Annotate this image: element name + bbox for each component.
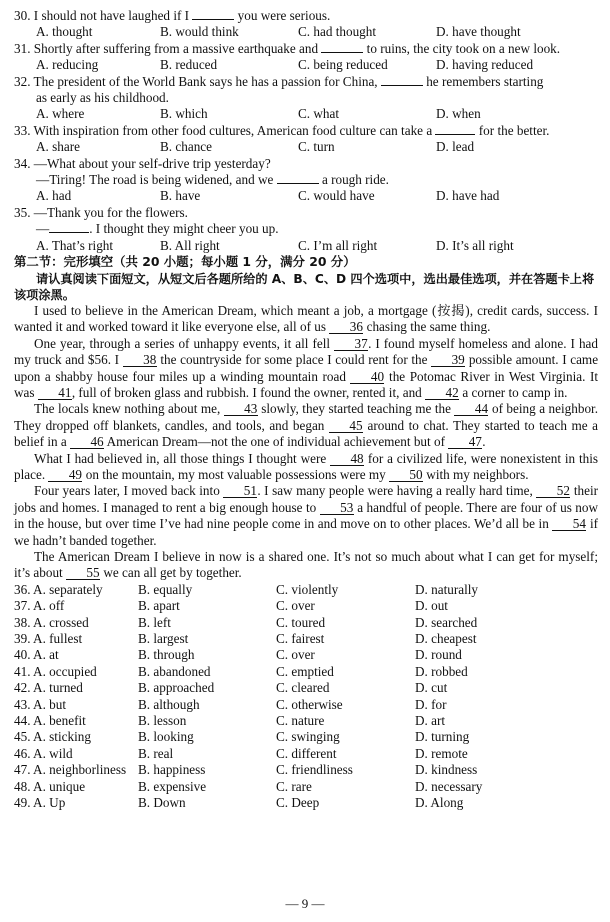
option-a: 45. A. sticking [14, 729, 91, 745]
option-c: C. friendliness [276, 762, 353, 778]
question-stem: 30. I should not have laughed if I [14, 8, 190, 23]
option-a: A. reducing [36, 57, 99, 73]
answer-option-row [14, 697, 598, 713]
question-stem: 34. —What about your self-drive trip yesterday? [14, 155, 271, 171]
option-d: D. necessary [415, 778, 483, 794]
answer-options-list [14, 582, 598, 812]
answer-option-row [14, 664, 598, 680]
cloze-blank: 53 [320, 501, 354, 515]
option-c: C. over [276, 598, 315, 614]
option-a: 49. A. Up [14, 795, 66, 811]
question-stem: 31. Shortly after suffering from a massive earthquake and [14, 40, 319, 56]
cloze-blank: 49 [48, 468, 82, 482]
option-c: C. emptied [276, 663, 334, 679]
option-a: A. where [36, 106, 85, 122]
passage-paragraph: One year, through a series of unhappy events, it all fell 37. I found myself homeless and alone. I had my truck and $56. I 38 the countryside for some place I could rent for the 39 possible amount. I came upon a shabby house four miles up a winding mountain road 40 the Potomac River in West Virginia. It was 41, full of broken glass and rubbish. I found the owner, rented it, and 42 a corner to camp in. [14, 335, 599, 400]
answer-option-row [14, 779, 598, 795]
option-c: C. cleared [276, 680, 330, 696]
option-b: B. real [138, 745, 174, 761]
passage-paragraph: What I had believed in, all those things I thought were 48 for a civilized life, were nonexistent in this place. 49 on the mountain, my most valuable possessions were my 50 with my neighbors. [14, 450, 598, 482]
option-b: B. have [160, 188, 201, 204]
option-c: C. I’m all right [298, 237, 378, 253]
option-b: B. All right [160, 237, 220, 253]
option-row [14, 188, 598, 204]
option-b: B. approached [138, 680, 215, 696]
option-b: B. left [138, 614, 171, 630]
option-c: C. nature [276, 713, 325, 729]
passage-paragraph: Four years later, I moved back into 51. I saw many people were having a really hard time, 52 their jobs and homes. I managed to rent a big enough house to 53 a handful of people. There are four of us now in the house, but over time I’ve had nine people come in and move on to other places. We’d all be in 54 if we hadn’t banded together. [14, 483, 599, 548]
option-b: B. chance [160, 139, 212, 155]
cloze-blank: 41 [38, 386, 72, 400]
option-b: B. expensive [138, 778, 207, 794]
cloze-blank: 39 [431, 353, 465, 367]
option-a: 46. A. wild [14, 745, 73, 761]
cloze-blank: 37 [334, 337, 368, 351]
cloze-blank: 45 [329, 419, 363, 433]
option-b: B. looking [138, 729, 194, 745]
option-b: B. although [138, 696, 200, 712]
option-b: B. largest [138, 631, 189, 647]
cloze-blank: 46 [70, 435, 104, 449]
option-a: A. thought [36, 24, 93, 40]
option-d: D. Along [415, 795, 464, 811]
answer-option-row [14, 795, 598, 811]
option-a: 48. A. unique [14, 778, 86, 794]
question-stem: . I thought they might cheer you up. [89, 221, 279, 237]
cloze-blank: 50 [389, 468, 423, 482]
option-b: B. abandoned [138, 663, 211, 679]
option-d: D. having reduced [436, 57, 534, 73]
question-stem: 32. The president of the World Bank says he has a passion for China, [14, 73, 378, 89]
option-a: 38. A. crossed [14, 614, 89, 630]
answer-option-row [14, 631, 598, 647]
cloze-blank: 52 [536, 484, 570, 498]
option-a: 36. A. separately [14, 581, 103, 597]
option-d: D. lead [436, 139, 475, 155]
cloze-blank: 47 [448, 435, 482, 449]
cloze-blank: 44 [454, 402, 488, 416]
question-stem: as early as his childhood. [36, 90, 169, 106]
option-a: A. had [36, 188, 72, 204]
option-row [14, 106, 598, 122]
question-35: 35. —Thank you for the flowers. — . I thought they might cheer you up. A. That’s right B. All right C. I’m all right D. It’s all right [14, 205, 598, 254]
passage-paragraph: The American Dream I believe in now is a shared one. It’s not so much about what I can get for myself; it’s about 55 we can all get by together. [14, 549, 598, 581]
option-d: D. round [415, 647, 462, 663]
option-row [14, 139, 598, 155]
option-c: C. Deep [276, 795, 320, 811]
option-d: D. It’s all right [436, 237, 514, 253]
passage-paragraph: I used to believe in the American Dream, which meant a job, a mortgage (按揭), credit cards, success. I wanted it and worked toward it like everyone else, all of us 36 chasing the same thing. [14, 302, 598, 335]
option-a: 40. A. at [14, 647, 59, 663]
option-d: D. cheapest [415, 631, 477, 647]
option-a: A. That’s right [36, 237, 114, 253]
option-b: B. lesson [138, 713, 187, 729]
answer-blank [277, 183, 319, 184]
cloze-blank: 51 [223, 484, 257, 498]
answer-option-row [14, 582, 598, 598]
cloze-blank: 43 [224, 402, 258, 416]
option-c: C. fairest [276, 631, 325, 647]
option-c: C. toured [276, 614, 326, 630]
option-c: C. would have [298, 188, 375, 204]
passage-paragraph: The locals knew nothing about me, 43 slowly, they started teaching me the 44 of being a neighbor. They dropped off blankets, candles, and tools, and began 45 around to chat. They started to teach me a belief in a 46 American Dream—not the one of individual achievement but of 47. [14, 401, 599, 450]
option-b: B. would think [160, 24, 239, 40]
section-instruction: 请认真阅读下面短文，从短文后各题所给的 A、B、C、D 四个选项中，选出最佳选项，并在答题卡上将该项涂黑。 [14, 271, 595, 302]
option-row [14, 238, 598, 254]
option-a: A. share [36, 139, 80, 155]
option-a: 37. A. off [14, 598, 65, 614]
section-title: 第二节：完形填空（共 20 小题；每小题 1 分，满分 20 分） [14, 254, 356, 270]
option-d: D. when [436, 106, 481, 122]
option-d: D. art [415, 713, 446, 729]
option-b: B. through [138, 647, 195, 663]
option-a: 43. A. but [14, 696, 67, 712]
question-31 [14, 41, 598, 74]
question-stem: for the better. [478, 122, 550, 138]
option-a: 41. A. occupied [14, 663, 97, 679]
option-c: C. otherwise [276, 696, 343, 712]
option-d: D. cut [415, 680, 448, 696]
option-row [14, 24, 598, 40]
option-c: C. had thought [298, 24, 377, 40]
option-c: C. what [298, 106, 340, 122]
answer-option-row [14, 615, 598, 631]
answer-option-row [14, 762, 598, 778]
option-c: C. violently [276, 581, 339, 597]
option-d: D. robbed [415, 663, 468, 679]
question-stem: you were serious. [237, 8, 331, 23]
option-c: C. turn [298, 139, 335, 155]
option-c: C. swinging [276, 729, 340, 745]
option-c: C. rare [276, 778, 312, 794]
option-b: B. equally [138, 581, 193, 597]
question-33 [14, 123, 598, 156]
option-d: D. naturally [415, 581, 478, 597]
question-stem: to ruins, the city took on a new look. [366, 40, 561, 56]
option-d: D. out [415, 598, 448, 614]
question-stem: a rough ride. [321, 172, 389, 188]
answer-blank [435, 134, 475, 135]
option-b: B. Down [138, 795, 186, 811]
answer-option-row [14, 598, 598, 614]
option-d: D. searched [415, 614, 478, 630]
answer-option-row [14, 746, 598, 762]
option-b: B. which [160, 106, 208, 122]
option-c: C. being reduced [298, 57, 388, 73]
exam-page [14, 8, 598, 812]
question-stem: he remembers starting [426, 73, 544, 89]
answer-option-row [14, 729, 598, 745]
option-b: B. happiness [138, 762, 206, 778]
question-32 [14, 74, 598, 123]
cloze-blank: 54 [552, 517, 586, 531]
option-a: 39. A. fullest [14, 631, 83, 647]
option-b: B. apart [138, 598, 180, 614]
answer-option-row [14, 647, 598, 663]
option-a: 42. A. turned [14, 680, 83, 696]
option-d: D. for [415, 696, 447, 712]
cloze-blank: 42 [425, 386, 459, 400]
answer-blank [192, 19, 234, 20]
option-c: C. over [276, 647, 315, 663]
option-a: 44. A. benefit [14, 713, 86, 729]
page-number: — 9 — [285, 896, 325, 911]
answer-option-row [14, 713, 598, 729]
question-stem: —Tiring! The road is being widened, and we [36, 172, 274, 188]
option-a: 47. A. neighborliness [14, 762, 127, 778]
option-c: C. different [276, 745, 337, 761]
answer-blank [381, 85, 423, 86]
option-b: B. reduced [160, 57, 218, 73]
option-d: D. have thought [436, 24, 521, 40]
answer-blank [321, 52, 363, 53]
cloze-blank: 55 [66, 566, 100, 580]
question-stem: 35. —Thank you for the flowers. [14, 204, 188, 220]
option-d: D. kindness [415, 762, 478, 778]
question-stem: 33. With inspiration from other food cultures, American food culture can take a [14, 122, 433, 138]
answer-blank [49, 232, 89, 233]
cloze-blank: 48 [330, 452, 364, 466]
cloze-blank: 36 [329, 320, 363, 334]
answer-option-row [14, 680, 598, 696]
question-34 [14, 156, 598, 205]
cloze-blank: 40 [350, 370, 384, 384]
option-d: D. remote [415, 745, 468, 761]
cloze-blank: 38 [123, 353, 157, 367]
option-row [14, 57, 598, 73]
question-30 [14, 8, 598, 41]
option-d: D. turning [415, 729, 470, 745]
option-d: D. have had [436, 188, 500, 204]
